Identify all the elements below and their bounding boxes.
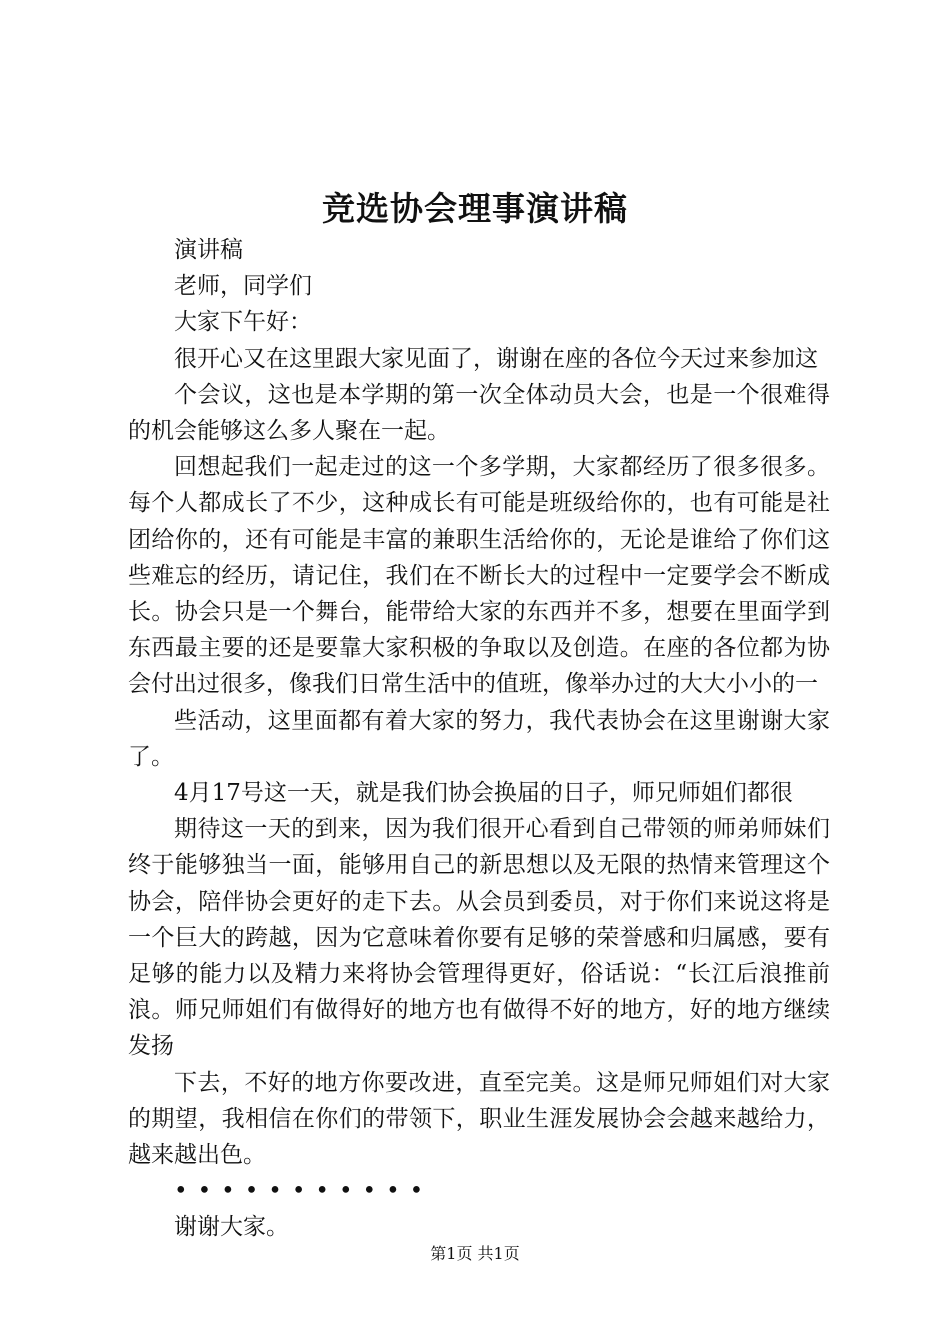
dot-separator: ••••••••••• <box>174 1178 434 1205</box>
paragraph: 很开心又在这里跟大家见面了，谢谢在座的各位今天过来参加这 <box>174 345 818 372</box>
document-title: 竞选协会理事演讲稿 <box>322 189 628 228</box>
paragraph-greeting: 大家下午好： <box>174 309 312 336</box>
paragraph: 下去，不好的地方你要改进，直至完美。这是师兄师姐们对大家的期望，我相信在你们的带领下，职业生涯发展协会会越来越给力，越来越出色。 <box>128 1069 830 1169</box>
paragraph: 个会议，这也是本学期的第一次全体动员大会，也是一个很难得的机会能够这么多人聚在一起。 <box>128 381 830 445</box>
paragraph-salutation: 老师，同学们 <box>174 273 312 300</box>
paragraph: 期待这一天的到来，因为我们很开心看到自己带领的师弟师妹们终于能够独当一面，能够用自己的新思想以及无限的热情来管理这个协会，陪伴协会更好的走下去。从会员到委员，对于你们来说这将是一个巨大的跨越，因为它意味着你要有足够的荣誉感和归属感，要有足够的能力以及精力来将协会管理得更好，俗话说：“长江后浪推前浪。师兄师姐们有做得好的地方也有做得不好的地方，好的地方继续发扬 <box>128 816 830 1060</box>
paragraph: 4月17号这一天，就是我们协会换届的日子，师兄师姐们都很 <box>174 780 793 807</box>
paragraph: 回想起我们一起走过的这一个多学期，大家都经历了很多很多。每个人都成长了不少，这种成长有可能是班级给你的，也有可能是社团给你的，还有可能是丰富的兼职生活给你的，无论是谁给了你们这些难忘的经历，请记住，我们在不断长大的过程中一定要学会不断成长。协会只是一个舞台，能带给大家的东西并不多，想要在里面学到东西最主要的还是要靠大家积极的争取以及创造。在座的各位都为协会付出过很多，像我们日常生活中的值班，像举办过的大大小小的一 <box>128 454 830 698</box>
paragraph-closing: 谢谢大家。 <box>174 1214 289 1241</box>
page-footer: 第1页 共1页 <box>430 1244 520 1263</box>
paragraph: 些活动，这里面都有着大家的努力，我代表协会在这里谢谢大家了。 <box>128 707 830 770</box>
paragraph-heading: 演讲稿 <box>174 237 243 263</box>
document-body <box>128 232 830 1246</box>
